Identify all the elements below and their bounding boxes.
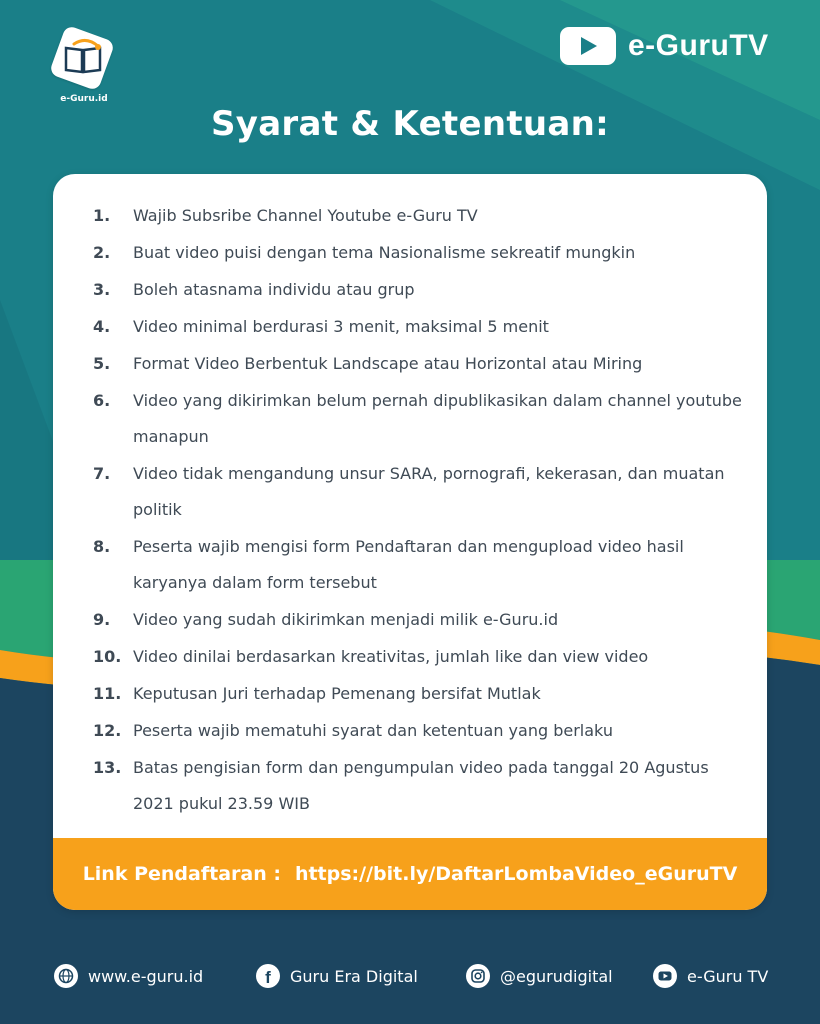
eguru-logo [46,24,126,110]
rule-number: 9. [93,610,111,629]
list-item [93,350,743,377]
list-item [93,754,743,817]
footer-youtube-text: e-Guru TV [687,966,769,986]
list-item [93,533,743,596]
logo-right-label: e-GuruTV [628,29,769,62]
page-title: Syarat & Ketentuan: [210,104,610,144]
rule-text: Video minimal berdurasi 3 menit, maksimal 5 menit [133,316,549,336]
footer [0,962,820,990]
footer-facebook-text: Guru Era Digital [290,966,418,986]
rules-list [93,202,743,827]
rule-number: 2. [93,243,111,262]
facebook-icon: f [256,964,280,988]
list-item [93,680,743,707]
list-item [93,460,743,523]
footer-website-text: www.e-guru.id [88,966,204,986]
rule-number: 7. [93,464,111,483]
rule-number: 10. [93,647,122,666]
rules-card [53,174,767,910]
list-item [93,239,743,266]
rule-text: Video yang dikirimkan belum pernah dipublikasikan dalam channel youtube manapun [133,390,742,446]
rule-text: Peserta wajib mematuhi syarat dan ketentuan yang berlaku [133,720,613,740]
rule-text: Format Video Berbentuk Landscape atau Horizontal atau Miring [133,353,643,373]
footer-website[interactable] [54,962,203,990]
list-item [93,202,743,229]
list-item [93,387,743,450]
footer-instagram-text: @egurudigital [500,966,613,986]
rule-number: 4. [93,317,111,336]
registration-link-bar [53,838,767,910]
footer-youtube[interactable] [653,962,768,990]
rule-number: 5. [93,354,111,373]
rule-text: Batas pengisian form dan pengumpulan video pada tanggal 20 Agustus 2021 pukul 23.59 WIB [133,757,709,813]
rule-text: Video dinilai berdasarkan kreativitas, jumlah like dan view video [133,646,649,666]
registration-label: Link Pendaftaran : [82,863,281,885]
rule-text: Wajib Subsribe Channel Youtube e-Guru TV [133,205,478,225]
rule-text: Video tidak mengandung unsur SARA, pornografi, kekerasan, dan muatan politik [133,463,725,519]
logo-left-label: e-Guru.id [60,94,108,104]
instagram-icon [466,964,490,988]
list-item [93,717,743,744]
rule-number: 11. [93,684,122,703]
globe-icon [54,964,78,988]
rule-number: 8. [93,537,111,556]
rule-text: Keputusan Juri terhadap Pemenang bersifat Mutlak [133,683,541,703]
list-item [93,276,743,303]
rule-text: Peserta wajib mengisi form Pendaftaran dan mengupload video hasil karyanya dalam form tersebut [133,536,684,592]
rule-number: 3. [93,280,111,299]
youtube-play-icon [560,27,616,65]
youtube-icon [653,964,677,988]
rule-number: 13. [93,758,122,777]
footer-facebook[interactable] [256,962,418,990]
list-item [93,606,743,633]
book-icon [60,38,106,78]
registration-link[interactable]: https://bit.ly/DaftarLombaVideo_eGuruTV [294,863,738,885]
eguru-tv-logo [560,26,769,66]
footer-instagram[interactable] [466,962,613,990]
rule-number: 1. [93,206,111,225]
rule-number: 12. [93,721,122,740]
list-item [93,313,743,340]
rule-text: Video yang sudah dikirimkan menjadi milik e-Guru.id [133,609,559,629]
rule-text: Buat video puisi dengan tema Nasionalisme sekreatif mungkin [133,242,636,262]
list-item [93,643,743,670]
rule-number: 6. [93,391,111,410]
rule-text: Boleh atasnama individu atau grup [133,279,415,299]
